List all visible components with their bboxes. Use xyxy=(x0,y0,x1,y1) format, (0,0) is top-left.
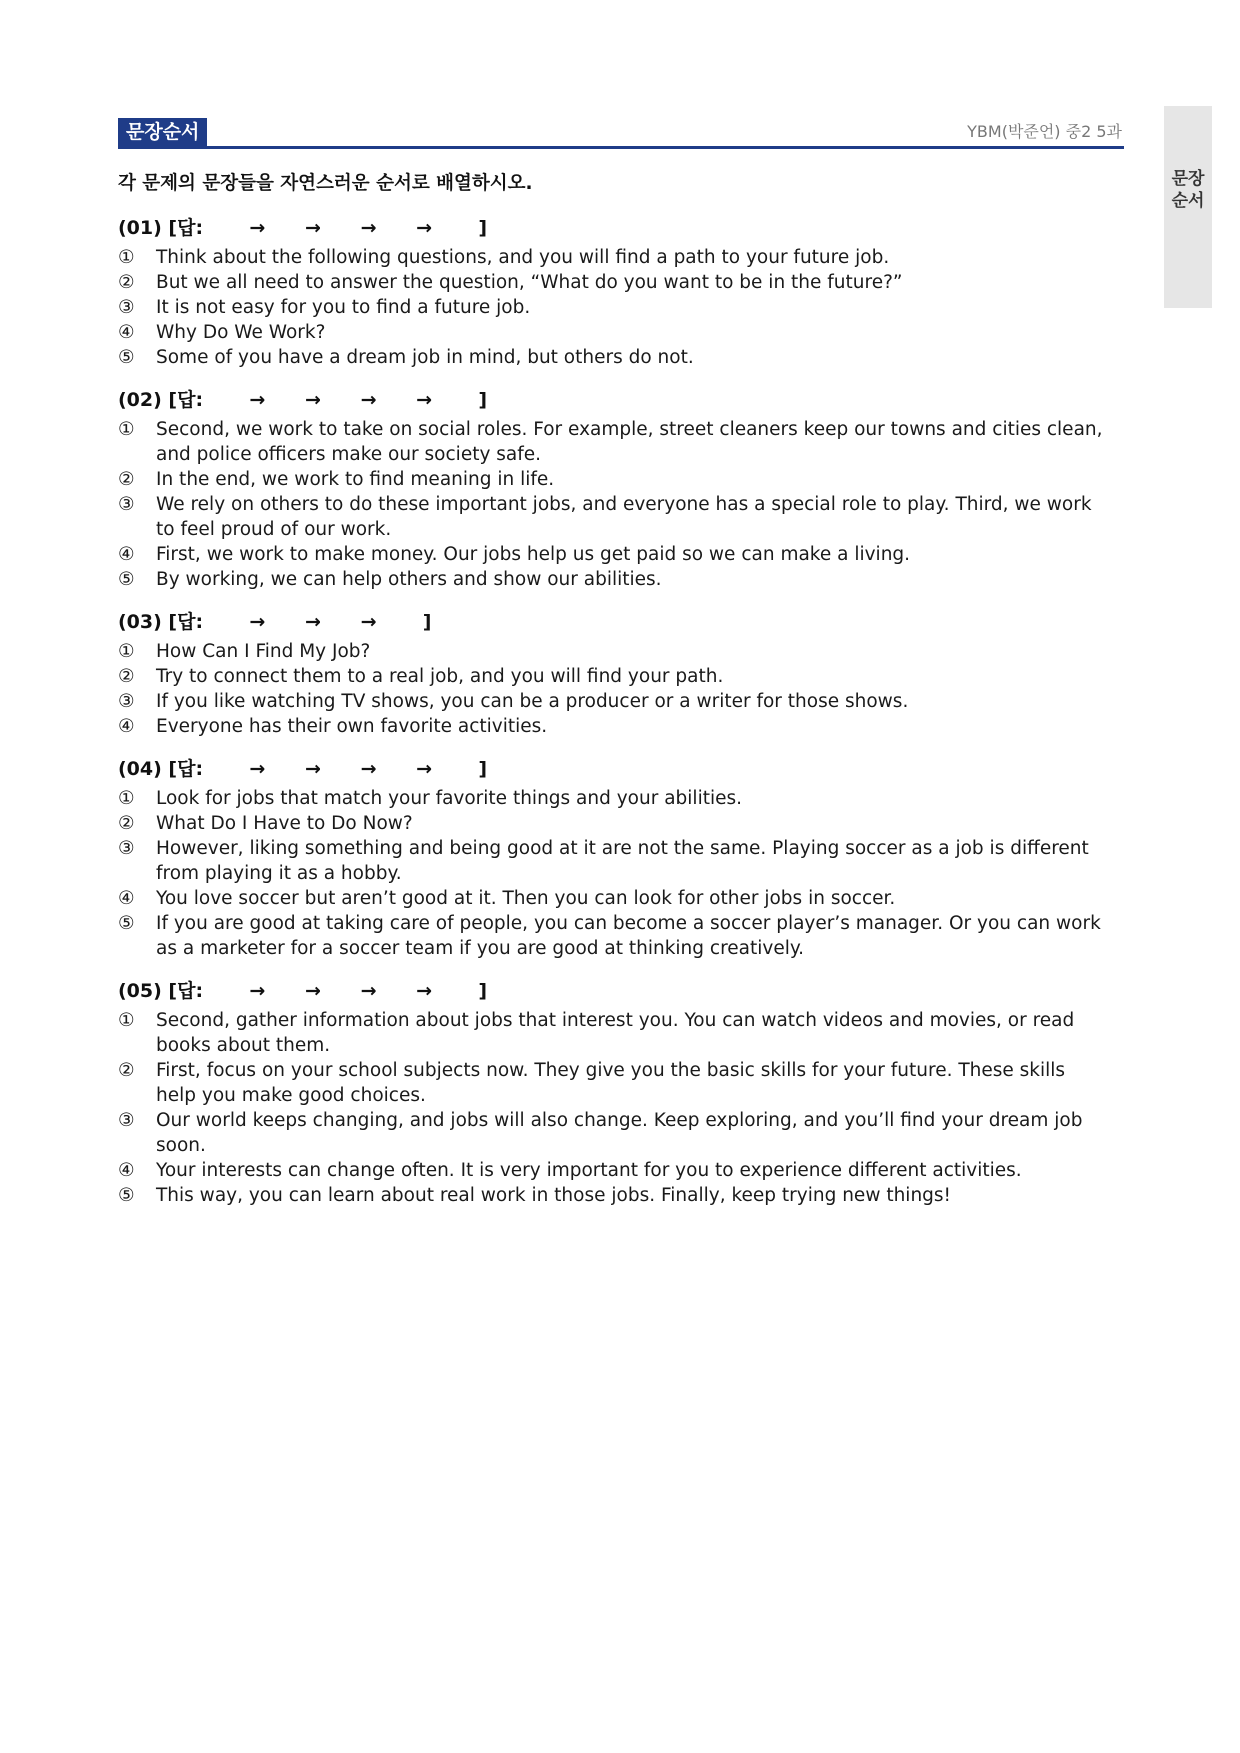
side-tab[interactable] xyxy=(1164,106,1212,308)
choice-number: ⑤ xyxy=(118,569,135,590)
choice-number: ③ xyxy=(118,494,135,515)
choice-text: First, we work to make money. Our jobs help us get paid so we can make a living. xyxy=(156,544,911,565)
question-05 xyxy=(118,977,1108,1208)
choice-item xyxy=(118,911,1108,961)
choice-number: ⑤ xyxy=(118,347,135,368)
choice-number: ② xyxy=(118,469,135,490)
choice-text: If you like watching TV shows, you can be a producer or a writer for those shows. xyxy=(156,691,909,712)
choice-text: Look for jobs that match your favorite things and your abilities. xyxy=(156,788,743,809)
choice-item xyxy=(118,836,1108,886)
choice-item xyxy=(118,270,1108,295)
choice-text: Second, gather information about jobs that interest you. You can watch videos and movies, or read books about them. xyxy=(156,1010,1075,1056)
choice-item xyxy=(118,1108,1108,1158)
choice-number: ④ xyxy=(118,322,135,343)
question-list xyxy=(118,214,1108,1224)
answer-line: (05) [답: → → → → ] xyxy=(118,980,488,1002)
choice-item xyxy=(118,295,1108,320)
page-header xyxy=(118,118,1124,149)
choice-number: ④ xyxy=(118,716,135,737)
choice-text: We rely on others to do these important jobs, and everyone has a special role to play. Third, we work to feel proud of our work. xyxy=(156,494,1092,540)
choice-text: Think about the following questions, and you will find a path to your future job. xyxy=(156,247,890,268)
choice-number: ③ xyxy=(118,838,135,859)
choice-text: It is not easy for you to find a future job. xyxy=(156,297,531,318)
choice-item xyxy=(118,786,1108,811)
choice-text: Your interests can change often. It is very important for you to experience different activities. xyxy=(156,1160,1022,1181)
course-info: YBM(박준언) 중2 5과 xyxy=(967,122,1122,141)
question-04 xyxy=(118,755,1108,961)
choice-text: Try to connect them to a real job, and you will find your path. xyxy=(156,666,724,687)
choice-item xyxy=(118,1158,1108,1183)
choice-item xyxy=(118,467,1108,492)
choice-item xyxy=(118,417,1108,467)
choice-text: But we all need to answer the question, “What do you want to be in the future?” xyxy=(156,272,903,293)
choice-text: What Do I Have to Do Now? xyxy=(156,813,413,834)
choice-item xyxy=(118,1183,1108,1208)
choice-number: ③ xyxy=(118,1110,135,1131)
choice-item xyxy=(118,1058,1108,1108)
choice-item xyxy=(118,1008,1108,1058)
choice-number: ② xyxy=(118,666,135,687)
choice-item xyxy=(118,639,1108,664)
choice-number: ① xyxy=(118,641,135,662)
choice-item xyxy=(118,886,1108,911)
choice-number: ⑤ xyxy=(118,1185,135,1206)
question-03 xyxy=(118,608,1108,739)
choice-number: ③ xyxy=(118,297,135,318)
choice-text: Why Do We Work? xyxy=(156,322,326,343)
answer-line: (01) [답: → → → → ] xyxy=(118,217,488,239)
question-02 xyxy=(118,386,1108,592)
choice-item xyxy=(118,345,1108,370)
choice-item xyxy=(118,664,1108,689)
choice-number: ④ xyxy=(118,1160,135,1181)
answer-line: (03) [답: → → → ] xyxy=(118,611,432,633)
choice-text: If you are good at taking care of people, you can become a soccer player’s manager. Or you can work as a marketer for a soccer team if you are good at thinking creatively. xyxy=(156,913,1101,959)
side-tab-label: 문장순서 xyxy=(1171,169,1205,211)
choice-text: By working, we can help others and show our abilities. xyxy=(156,569,662,590)
choice-number: ① xyxy=(118,419,135,440)
choice-text: In the end, we work to find meaning in life. xyxy=(156,469,555,490)
choice-text: However, liking something and being good at it are not the same. Playing soccer as a job is different from playing it as a hobby. xyxy=(156,838,1089,884)
choice-text: Second, we work to take on social roles. For example, street cleaners keep our towns and cities clean, and police officers make our society safe. xyxy=(156,419,1103,465)
choice-number: ⑤ xyxy=(118,913,135,934)
choice-item xyxy=(118,567,1108,592)
choice-number: ② xyxy=(118,272,135,293)
choice-text: This way, you can learn about real work in those jobs. Finally, keep trying new things! xyxy=(156,1185,951,1206)
choice-text: You love soccer but aren’t good at it. Then you can look for other jobs in soccer. xyxy=(156,888,896,909)
choice-text: Some of you have a dream job in mind, but others do not. xyxy=(156,347,694,368)
choice-item xyxy=(118,811,1108,836)
choice-item xyxy=(118,714,1108,739)
choice-text: How Can I Find My Job? xyxy=(156,641,371,662)
choice-item xyxy=(118,320,1108,345)
choice-item xyxy=(118,492,1108,542)
choice-number: ① xyxy=(118,247,135,268)
choice-text: Everyone has their own favorite activities. xyxy=(156,716,548,737)
section-badge: 문장순서 xyxy=(118,118,207,146)
choice-number: ④ xyxy=(118,544,135,565)
answer-line: (04) [답: → → → → ] xyxy=(118,758,488,780)
question-01 xyxy=(118,214,1108,370)
instruction: 각 문제의 문장들을 자연스러운 순서로 배열하시오. xyxy=(118,173,533,194)
choice-number: ② xyxy=(118,1060,135,1081)
choice-number: ② xyxy=(118,813,135,834)
choice-item xyxy=(118,542,1108,567)
choice-number: ① xyxy=(118,1010,135,1031)
choice-text: First, focus on your school subjects now. They give you the basic skills for your future. These skills help you make good choices. xyxy=(156,1060,1066,1106)
choice-number: ④ xyxy=(118,888,135,909)
choice-number: ① xyxy=(118,788,135,809)
choice-text: Our world keeps changing, and jobs will also change. Keep exploring, and you’ll find your dream job soon. xyxy=(156,1110,1083,1156)
choice-item xyxy=(118,689,1108,714)
answer-line: (02) [답: → → → → ] xyxy=(118,389,488,411)
choice-item xyxy=(118,245,1108,270)
choice-number: ③ xyxy=(118,691,135,712)
